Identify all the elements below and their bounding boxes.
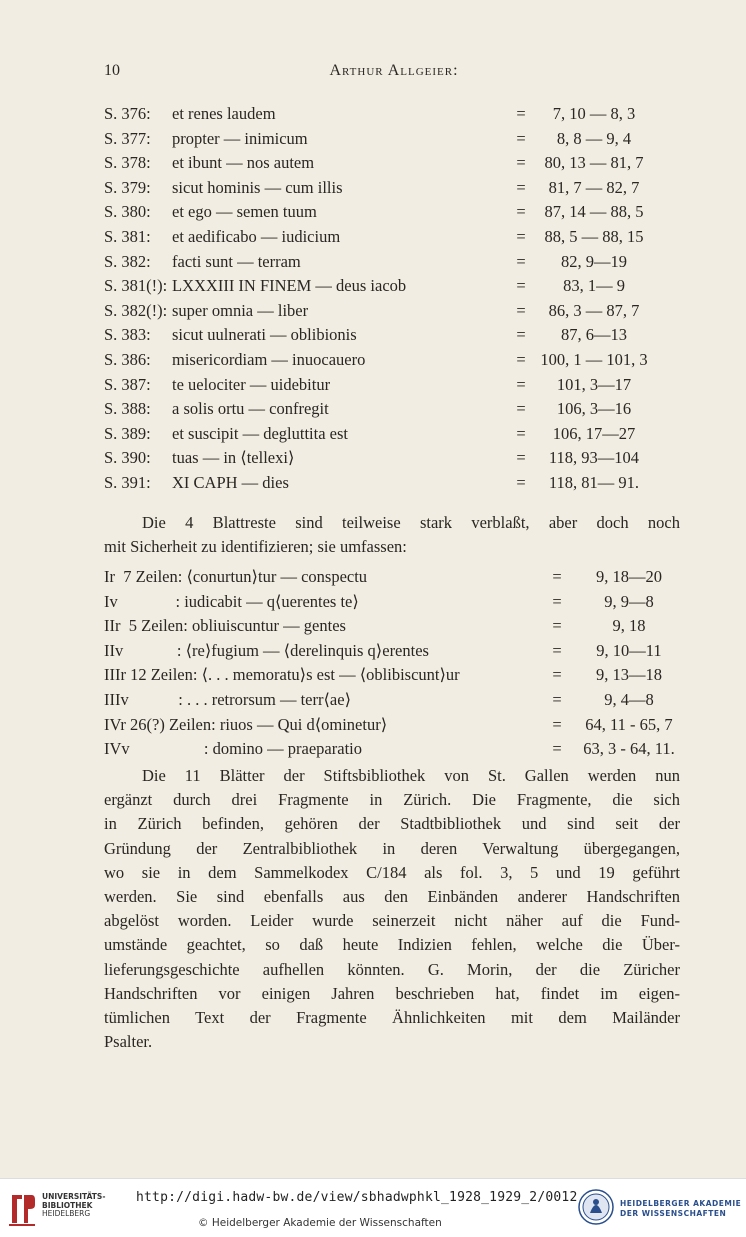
row-text: et suscipit — degluttita est [172, 423, 348, 443]
footer-bar [0, 1178, 746, 1237]
row-equals: = [552, 714, 562, 734]
row-value: 81, 7 — 82, 7 [548, 177, 640, 197]
table-row [104, 151, 684, 176]
row-text: a solis ortu — confregit [172, 399, 329, 419]
row-value: 87, 6—13 [561, 325, 627, 345]
row-equals: = [552, 591, 562, 611]
text-line: tümlichen Text der Fragmente Ähnlichkeiten mit dem Mailänder [104, 1008, 680, 1028]
row-id: S. 376: [104, 104, 151, 123]
table-row [104, 614, 684, 639]
row-text: IIv : ⟨re⟩fugium — ⟨derelinquis q⟩erentes [104, 640, 429, 660]
row-text: IIIv : . . . retrorsum — terr⟨ae⟩ [104, 689, 352, 709]
row-value: 118, 93—104 [548, 448, 640, 468]
table-row [104, 102, 684, 127]
table-row [104, 590, 684, 615]
row-equals: = [552, 739, 562, 759]
text-line: Gründung der Zentralbibliothek in deren Verwaltung übergegangen, [104, 838, 680, 858]
table-row [104, 446, 684, 471]
row-value: 9, 9—8 [604, 591, 654, 611]
paragraph-zurich [104, 764, 680, 1054]
table-row [104, 127, 684, 152]
row-id: S. 386: [104, 349, 151, 369]
university-library-name: UNIVERSITÄTS- BIBLIOTHEK HEIDELBERG [42, 1192, 106, 1218]
row-id: S. 380: [104, 202, 151, 222]
row-equals: = [516, 153, 526, 173]
text-line: mit Sicherheit zu identifizieren; sie umfassen: [104, 537, 407, 557]
text-line: abgelöst worden. Leider wurde seinerzeit nicht näher auf die Fund- [104, 911, 680, 931]
row-value: 9, 18 [612, 616, 646, 636]
text-line: ergänzt durch drei Fragmente in Zürich. Die Fragmente, die sich [104, 790, 680, 810]
row-value: 83, 1— 9 [563, 276, 625, 296]
row-equals: = [516, 226, 526, 246]
row-equals: = [552, 665, 562, 685]
table-row [104, 250, 684, 275]
university-library-logo-icon [8, 1191, 36, 1227]
row-value: 9, 10—11 [596, 640, 662, 660]
text-line: wo sie in dem Sammelkodex C/184 als fol. 3, 5 und 19 geführt [104, 862, 680, 882]
row-id: S. 388: [104, 399, 151, 419]
academy-seal-icon [578, 1189, 614, 1225]
source-url-link[interactable]: http://digi.hadw-bw.de/view/sbhadwphkl_1928_1929_2/0012 [136, 1190, 578, 1205]
s-concordance-table [104, 102, 684, 496]
row-value: 80, 13 — 81, 7 [544, 153, 644, 173]
row-id: S. 381(!): [104, 276, 168, 296]
table-row [104, 688, 684, 713]
fragment-concordance-table [104, 565, 684, 762]
copyright-notice: © Heidelberger Akademie der Wissenschaften [198, 1217, 442, 1229]
page-header [104, 62, 684, 84]
page-number: 10 [104, 62, 120, 79]
row-text: propter — inimicum [172, 128, 308, 148]
row-value: 101, 3—17 [556, 374, 632, 394]
table-row [104, 274, 684, 299]
text-line: Die 4 Blattreste sind teilweise stark verblaßt, aber doch noch [142, 513, 680, 532]
row-value: 88, 5 — 88, 15 [544, 226, 644, 246]
row-text: super omnia — liber [172, 300, 309, 320]
row-id: S. 390: [104, 448, 151, 468]
table-row [104, 200, 684, 225]
table-row [104, 422, 684, 447]
table-row [104, 397, 684, 422]
row-equals: = [516, 177, 526, 197]
table-row [104, 299, 684, 324]
table-row [104, 737, 684, 762]
row-value: 9, 13—18 [596, 665, 662, 685]
row-id: S. 383: [104, 325, 151, 345]
text-line: in Zürich befinden, gehören der Stadtbibliothek und sind seit der [104, 814, 680, 834]
row-id: S. 382: [104, 251, 151, 271]
row-equals: = [516, 349, 526, 369]
row-equals: = [516, 251, 526, 271]
row-id: S. 381: [104, 226, 151, 246]
row-equals: = [516, 300, 526, 320]
row-value: 9, 18—20 [596, 567, 662, 586]
row-equals: = [516, 448, 526, 468]
row-value: 87, 14 — 88, 5 [544, 202, 644, 222]
row-text: tuas — in ⟨tellexi⟩ [172, 448, 295, 468]
row-text: IIr 5 Zeilen: obliuiscuntur — gentes [104, 616, 346, 636]
row-id: S. 379: [104, 177, 151, 197]
row-text: et aedificabo — iudicium [172, 226, 341, 246]
row-id: S. 389: [104, 423, 151, 443]
row-value: 82, 9—19 [561, 251, 627, 271]
row-text: LXXXIII IN FINEM — deus iacob [172, 276, 407, 296]
row-text: Iv : iudicabit — q⟨uerentes te⟩ [104, 591, 359, 611]
row-text: et renes laudem [172, 104, 276, 123]
table-row [104, 471, 684, 496]
row-text: XI CAPH — dies [172, 472, 289, 492]
table-row [104, 225, 684, 250]
row-value: 63, 3 - 64, 11. [583, 739, 675, 759]
row-equals: = [516, 423, 526, 443]
row-equals: = [552, 689, 562, 709]
row-equals: = [552, 616, 562, 636]
row-text: sicut uulnerati — oblibionis [172, 325, 357, 345]
table-row [104, 323, 684, 348]
row-id: S. 382(!): [104, 300, 168, 320]
row-value: 7, 10 — 8, 3 [552, 104, 636, 123]
text-line: Die 11 Blätter der Stiftsbibliothek von St. Gallen werden nun [142, 766, 680, 785]
row-equals: = [516, 276, 526, 296]
row-value: 8, 8 — 9, 4 [556, 128, 632, 148]
row-text: et ibunt — nos autem [172, 153, 315, 173]
text-line: umstände geachtet, so daß heute Indizien fehlen, welche die Über- [104, 935, 680, 955]
row-value: 86, 3 — 87, 7 [548, 300, 640, 320]
table-row [104, 565, 684, 590]
row-equals: = [552, 640, 562, 660]
running-title: Arthur Allgeier: [329, 62, 459, 79]
table-row [104, 663, 684, 688]
row-text: facti sunt — terram [172, 251, 301, 271]
row-equals: = [516, 374, 526, 394]
paragraph-intro [104, 511, 680, 559]
row-text: Ir 7 Zeilen: ⟨conurtun⟩tur — conspectu [104, 567, 368, 586]
text-line: Psalter. [104, 1032, 153, 1052]
row-text: IIIr 12 Zeilen: ⟨. . . memoratu⟩s est — ⟨oblibiscunt⟩ur [104, 665, 460, 685]
text-line: lieferungsgeschichte aufhellen könnten. G. Morin, der die Züricher [104, 959, 680, 979]
row-equals: = [516, 202, 526, 222]
row-text: sicut hominis — cum illis [172, 177, 343, 197]
row-value: 106, 3—16 [556, 399, 632, 419]
table-row [104, 348, 684, 373]
row-id: S. 377: [104, 128, 151, 148]
row-text: et ego — semen tuum [172, 202, 317, 222]
row-value: 106, 17—27 [552, 423, 636, 443]
text-line: Handschriften vor einigen Jahren beschrieben hat, findet im eigen- [104, 983, 680, 1003]
table-row [104, 176, 684, 201]
row-equals: = [516, 472, 526, 492]
text-line: werden. Sie sind ebenfalls aus den Einbänden anderer Handschriften [104, 887, 680, 907]
row-equals: = [516, 104, 526, 123]
academy-name: HEIDELBERGER AKADEMIE DER WISSENSCHAFTEN [620, 1199, 742, 1218]
row-value: 100, 1 — 101, 3 [540, 349, 648, 369]
row-id: S. 391: [104, 472, 151, 492]
row-equals: = [552, 567, 562, 586]
table-row [104, 713, 684, 738]
row-value: 64, 11 - 65, 7 [585, 714, 673, 734]
row-value: 9, 4—8 [604, 689, 654, 709]
row-id: S. 387: [104, 374, 151, 394]
row-text: IVr 26(?) Zeilen: riuos — Qui d⟨ominetur⟩ [104, 714, 388, 734]
table-row [104, 639, 684, 664]
row-equals: = [516, 399, 526, 419]
table-row [104, 373, 684, 398]
row-text: IVv : domino — praeparatio [104, 739, 362, 759]
row-value: 118, 81— 91. [548, 472, 640, 492]
row-equals: = [516, 325, 526, 345]
row-text: misericordiam — inuocauero [172, 349, 366, 369]
row-id: S. 378: [104, 153, 151, 173]
row-text: te uelociter — uidebitur [172, 374, 331, 394]
row-equals: = [516, 128, 526, 148]
